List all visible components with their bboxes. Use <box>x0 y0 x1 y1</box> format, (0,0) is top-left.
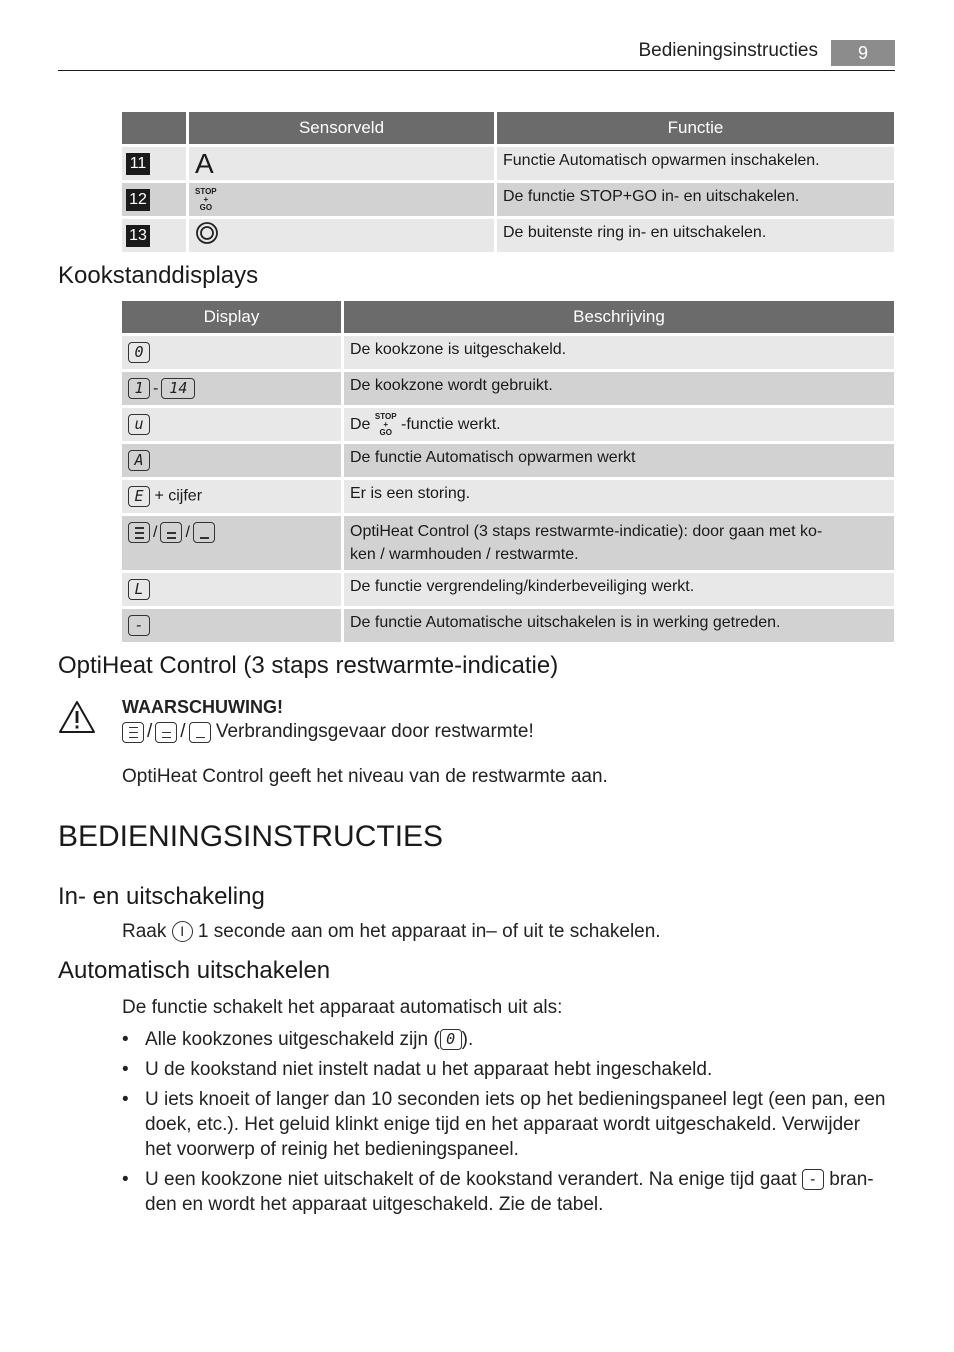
display-optiheat-icons: / / <box>122 516 341 570</box>
display-lock-icon: L <box>122 573 341 606</box>
optiheat-body: OptiHeat Control geeft het niveau van de restwarmte aan. <box>122 766 608 787</box>
section-title-optiheat: OptiHeat Control (3 staps restwarmte-indicatie) <box>58 652 559 679</box>
description-text: OptiHeat Control (3 staps restwarmte-indicatie): door gaan met ko- ken / warmhouden / restwarmte. <box>344 516 894 570</box>
list-item: • U een kookzone niet uitschakelt of de kookstand verandert. Na enige tijd gaat - bran- den en wordt het apparaat uitgeschakeld. Zie de tabel. <box>122 1169 874 1215</box>
onoff-text: Raak I 1 seconde aan om het apparaat in– of uit te schakelen. <box>122 921 661 942</box>
main-title: BEDIENINGSINSTRUCTIES <box>58 820 444 853</box>
optiheat-mid-icon <box>155 722 177 743</box>
table-header-blank <box>122 112 186 144</box>
display-range-icon: 1 - 14 <box>122 372 341 405</box>
table-row <box>122 480 894 513</box>
table-row <box>122 408 894 441</box>
display-zero-icon: 0 <box>122 336 341 369</box>
table-row <box>122 573 894 606</box>
table-row <box>122 219 894 252</box>
table-row <box>122 183 894 216</box>
description-text: De functie vergrendeling/kinderbeveiliging werkt. <box>344 573 894 606</box>
display-u-icon: u <box>122 408 341 441</box>
section-title-auto-off: Automatisch uitschakelen <box>58 957 331 984</box>
table-header-beschrijving: Beschrijving <box>344 301 894 333</box>
outer-ring-icon <box>189 219 494 252</box>
stop-go-icon: STOP + GO <box>374 411 397 437</box>
header-rule <box>58 70 895 71</box>
table-row <box>122 609 894 642</box>
running-header-title: Bedieningsinstructies <box>638 40 818 61</box>
table-row <box>122 147 894 180</box>
description-text: De functie Automatische uitschakelen is in werking getreden. <box>344 609 894 642</box>
optiheat-low-icon <box>189 722 211 743</box>
list-item: • U de kookstand niet instelt nadat u het apparaat hebt ingeschakeld. <box>122 1059 713 1080</box>
warning-label: WAARSCHUWING! <box>122 697 283 717</box>
sensor-field-table <box>119 109 897 255</box>
display-a-icon: A <box>122 444 341 477</box>
optiheat-high-icon <box>122 722 144 743</box>
power-icon: I <box>172 921 193 942</box>
section-title-onoff: In- en uitschakeling <box>58 883 265 910</box>
description-text: De functie Automatisch opwarmen werkt <box>344 444 894 477</box>
display-table <box>119 298 897 645</box>
auto-off-intro: De functie schakelt het apparaat automatisch uit als: <box>122 997 563 1018</box>
table-header-functie: Functie <box>497 112 894 144</box>
description-text: Er is een storing. <box>344 480 894 513</box>
function-text: De buitenste ring in- en uitschakelen. <box>497 219 894 252</box>
list-item: • Alle kookzones uitgeschakeld zijn ( 0 ). <box>122 1029 474 1050</box>
function-text: Functie Automatisch opwarmen inschakelen. <box>497 147 894 180</box>
description-text: De kookzone wordt gebruikt. <box>344 372 894 405</box>
section-title-displays: Kookstanddisplays <box>58 262 259 289</box>
display-dash-icon: - <box>122 609 341 642</box>
table-row <box>122 372 894 405</box>
description-text: De kookzone is uitgeschakeld. <box>344 336 894 369</box>
table-header-sensorveld: Sensorveld <box>189 112 494 144</box>
table-row <box>122 444 894 477</box>
row-number: 11 <box>122 147 186 180</box>
warning-icon <box>58 700 96 734</box>
list-item: • U iets knoeit of langer dan 10 seconden iets op het bedieningspaneel legt (een pan, een doek, etc.). Het geluid klinkt enige tijd en het apparaat wordt uitgeschakeld. Verwijder het voorwerp of reinig het bedieningspaneel. <box>122 1089 886 1160</box>
function-text: De functie STOP+GO in- en uitschakelen. <box>497 183 894 216</box>
table-row <box>122 516 894 570</box>
stop-go-icon: STOP + GO <box>189 183 494 216</box>
auto-heat-icon: A <box>189 147 494 180</box>
row-number: 13 <box>122 219 186 252</box>
warning-text-line: / / Verbrandingsgevaar door restwarmte! <box>122 721 534 743</box>
description-text: De STOP + GO -functie werkt. <box>344 408 894 441</box>
table-row <box>122 336 894 369</box>
table-header-display: Display <box>122 301 341 333</box>
display-error-icon: E + cijfer <box>122 480 341 513</box>
row-number: 12 <box>122 183 186 216</box>
page-number: 9 <box>831 40 895 66</box>
